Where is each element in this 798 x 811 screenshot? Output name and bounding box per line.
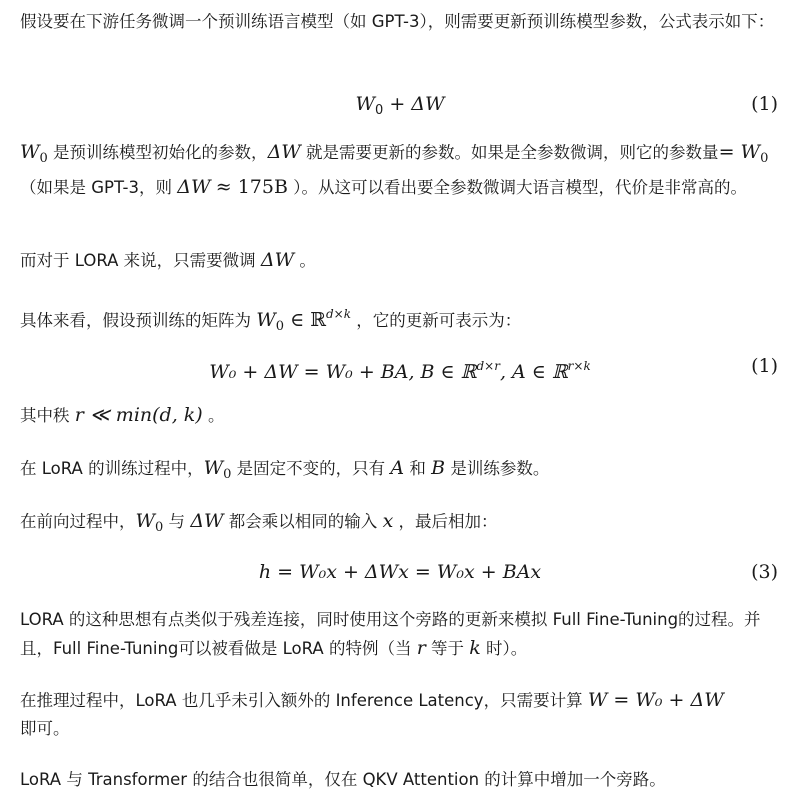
paragraph-residual: LORA 的这种思想有点类似于残差连接，同时使用这个旁路的更新来模拟 Full Fine-Tuning的过程。并且，Full Fine-Tuning可以被看做是 LoRA 的特例（当 r 等于 k 时）。 xyxy=(20,610,761,659)
paragraph-params: $W_0$ 是预训练模型初始化的参数，ΔW 就是需要更新的参数。如果是全参数微调，则它的参数量= $W_0$ （如果是 GPT-3，则 ΔW ≈ 175B ）。从这可以看出要全参数微调大语言模型，代价是非常高的。 xyxy=(20,141,769,198)
paragraph-matrix: 具体来看，假设预训练的矩阵为 $W_0$ ∈ ℝ$^{d\times k}$ ，它的更新可表示为： xyxy=(20,307,522,334)
equation-number: (1) xyxy=(751,93,778,115)
equation-number: (1) xyxy=(751,355,778,377)
paragraph-transformer: LoRA 与 Transformer 的结合也很简单，仅在 QKV Attention 的计算中增加一个旁路。 xyxy=(20,770,666,789)
equation-3: h = W₀x + ΔWx = W₀x + BAx (3) xyxy=(20,558,780,594)
equation-1: $W_0 + \Delta W$ (1) xyxy=(20,90,780,126)
paragraph-inference: 在推理过程中，LoRA 也几乎未引入额外的 Inference Latency，只需要计算 W = W₀ + ΔW 即可。 xyxy=(20,689,724,738)
paragraph-forward: 在前向过程中，$W_0$ 与 ΔW 都会乘以相同的输入 x ，最后相加： xyxy=(20,510,498,535)
equation-number: (3) xyxy=(751,561,778,583)
paragraph-intro: 假设要在下游任务微调一个预训练语言模型（如 GPT-3），则需要更新预训练模型参数，公式表示如下： xyxy=(20,12,775,31)
paragraph-lora-intro: 而对于 LORA 来说，只需要微调 ΔW 。 xyxy=(20,249,316,271)
paragraph-rank: 其中秩 r ≪ min(d, k) 。 xyxy=(20,404,225,426)
equation-2: W₀ + ΔW = W₀ + BA, B ∈ ℝ$^{d\times r}$, A ∈ ℝ$^{r\times k}$ (1) xyxy=(20,352,780,388)
paragraph-training: 在 LoRA 的训练过程中，$W_0$ 是固定不变的，只有 A 和 B 是训练参数。 xyxy=(20,457,550,482)
